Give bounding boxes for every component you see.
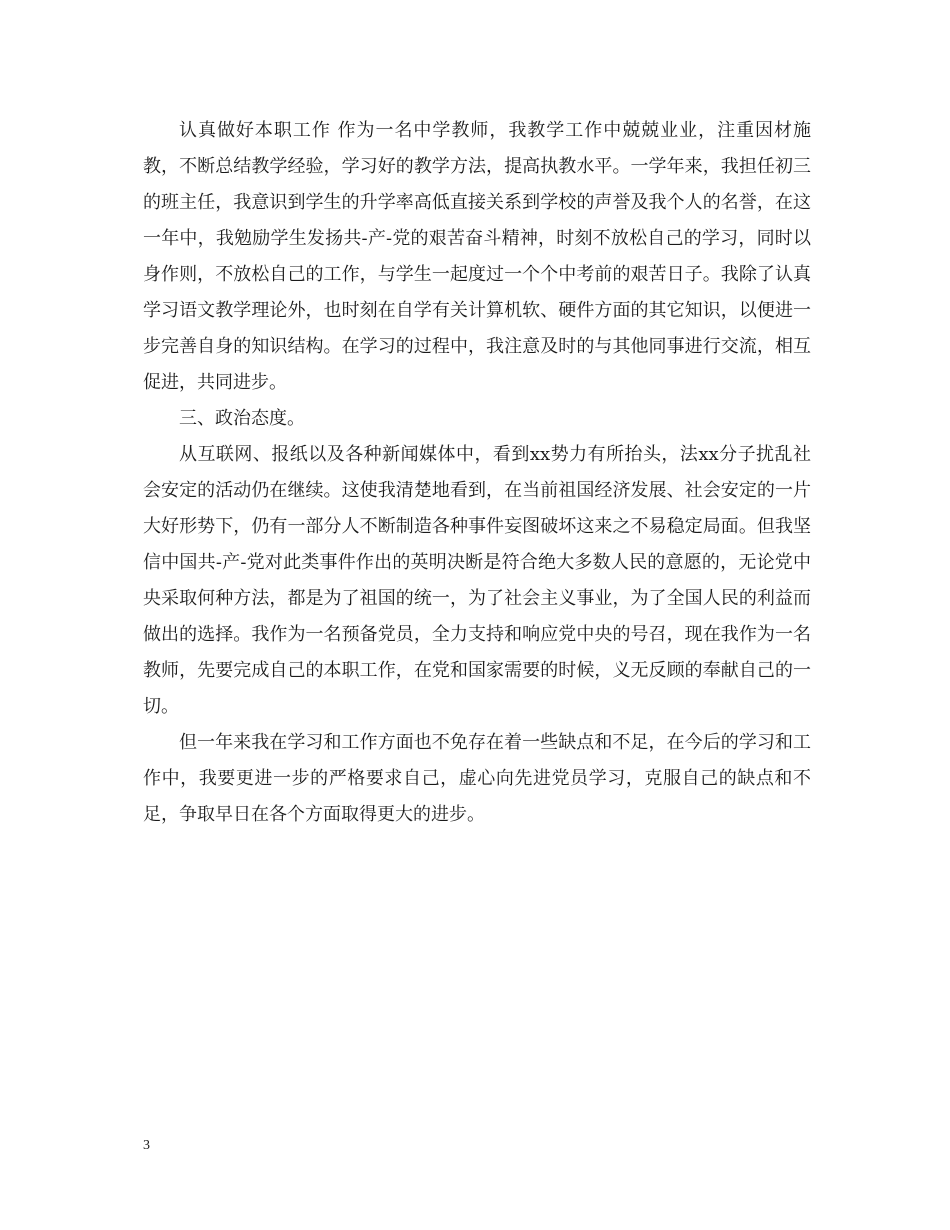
paragraph-political-attitude: 从互联网、报纸以及各种新闻媒体中，看到xx势力有所抬头，法xx分子扰乱社会安定的活动仍在继续。这使我清楚地看到，在当前祖国经济发展、社会安定的一片大好形势下，仍有一部分人不断制造各种事件妄图破坏这来之不易稳定局面。但我坚信中国共-产-党对此类事件作出的英明决断是符合绝大多数人民的意愿的，无论党中央采取何种方法，都是为了祖国的统一，为了社会主义事业，为了全国人民的利益而做出的选择。我作为一名预备党员，全力支持和响应党中央的号召，现在我作为一名教师，先要完成自己的本职工作，在党和国家需要的时候，义无反顾的奉献自己的一切。 <box>143 444 811 717</box>
page-number: 3 <box>143 1138 150 1153</box>
section-heading-political-attitude: 三、政治态度。 <box>179 408 305 429</box>
paragraph-shortcomings: 但一年来我在学习和工作方面也不免存在着一些缺点和不足，在今后的学习和工作中，我要更进一步的严格要求自己，虚心向先进党员学习，克服自己的缺点和不足，争取早日在各个方面取得更大的进步。 <box>143 732 811 825</box>
paragraph-work-duties: 认真做好本职工作 作为一名中学教师，我教学工作中兢兢业业，注重因材施教，不断总结教学经验，学习好的教学方法，提高执教水平。一学年来，我担任初三的班主任，我意识到学生的升学率高低直接关系到学校的声誉及我个人的名誉，在这一年中，我勉励学生发扬共-产-党的艰苦奋斗精神，时刻不放松自己的学习，同时以身作则，不放松自己的工作，与学生一起度过一个个中考前的艰苦日子。我除了认真学习语文教学理论外，也时刻在自学有关计算机软、硬件方面的其它知识，以便进一步完善自身的知识结构。在学习的过程中，我注意及时的与其他同事进行交流，相互促进，共同进步。 <box>143 120 811 393</box>
document-body <box>143 113 811 833</box>
